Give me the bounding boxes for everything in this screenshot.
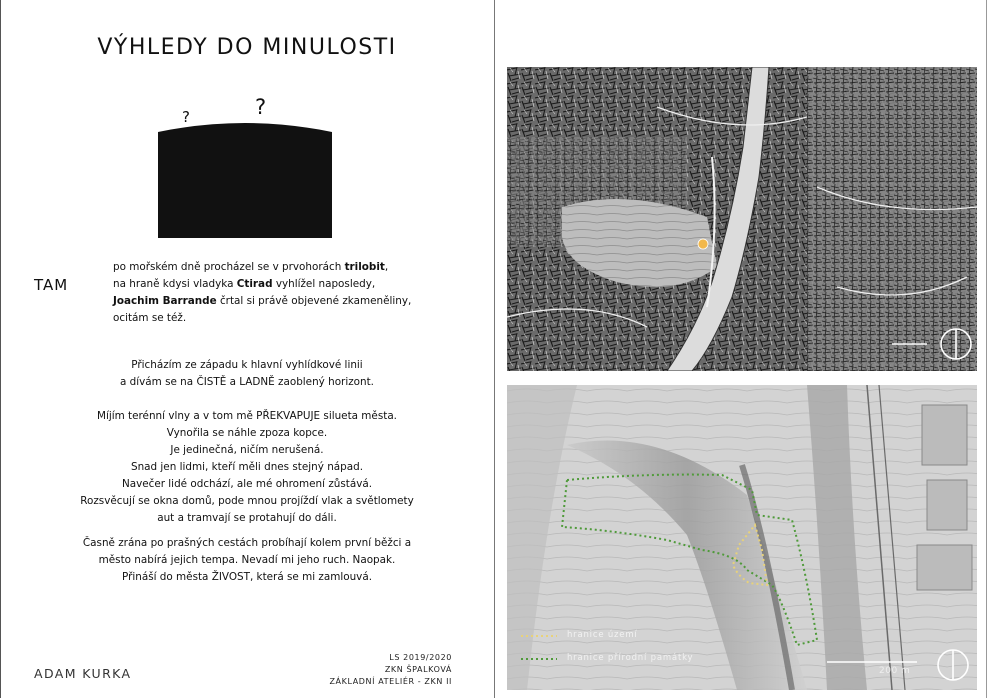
page-title: VÝHLEDY DO MINULOSTI (97, 34, 397, 60)
poem-line: Míjím terénní vlny a v tom mě PŘEKVAPUJE silueta města. (97, 410, 397, 422)
intro-text-segment: na hraně kdysi vladyka (113, 278, 237, 290)
question-mark-small: ? (182, 108, 190, 126)
poem-line: Rozsvěcují se okna domů, pode mnou projíždí vlak a světlomety (80, 495, 414, 507)
semester: LS 2019/2020 (389, 653, 452, 662)
poem-line: Je jedinečná, ničím nerušená. (170, 444, 324, 456)
intro-text-segment: črtal si právě objevené zkameněliny, (216, 295, 412, 307)
course-name: ZÁKLADNÍ ATELIÉR - ZKN II (329, 677, 452, 686)
horizon-silhouette (158, 123, 332, 238)
intro-line (113, 310, 443, 327)
poem-stanza-2 (40, 408, 454, 527)
poem-line: Přicházím ze západu k hlavní vyhlídkové linii (131, 359, 363, 371)
poem-stanza-1 (40, 357, 454, 391)
intro-text (113, 259, 443, 327)
poem-line: Navečer lidé odchází, ale mé ohromení zůstává. (121, 478, 373, 490)
intro-line (113, 293, 443, 310)
intro-line (113, 276, 443, 293)
intro-text-segment: ocitám se též. (113, 312, 187, 324)
course-info (329, 652, 452, 688)
intro-line (113, 259, 443, 276)
poem-line: město nabírá jejich tempa. Nevadí mi jeho ruch. Naopak. (98, 554, 396, 566)
intro-text-segment: po mořském dně procházel se v prvohorách (113, 261, 345, 273)
question-mark-large: ? (255, 95, 267, 119)
poem-line: aut a tramvají se protahují do dáli. (157, 512, 337, 524)
scale-label: 200 m (879, 666, 911, 676)
location-marker-icon (698, 239, 708, 249)
poem-line: Přináší do města ŽIVOST, která se mi zamlouvá. (122, 571, 372, 583)
legend-item-reserve: hranice přírodní památky (567, 653, 694, 663)
studio-name: ZKN ŠPALKOVÁ (384, 665, 452, 674)
center-divider (494, 0, 495, 698)
highlighted-name: Joachim Barrande (113, 295, 217, 307)
highlighted-name: trilobit (344, 261, 385, 273)
highlighted-name: Ctirad (236, 278, 273, 290)
section-label: TAM (34, 276, 69, 294)
poem-line: Časně zrána po prašných cestách probíhají kolem první běžci a (82, 537, 412, 549)
poem-line: Vynořila se náhle zpoza kopce. (166, 427, 328, 439)
terrain-map (507, 385, 977, 690)
poem-line: a dívám se na ČISTĚ a LADNĚ zaoblený horizont. (119, 376, 374, 388)
horizon-illustration (150, 88, 340, 238)
author-name: ADAM KURKA (34, 666, 132, 681)
intro-text-segment: vyhlížel naposledy, (272, 278, 376, 290)
legend-item-area: hranice území (567, 630, 638, 640)
intro-text-segment: , (384, 261, 389, 273)
poem-stanza-3 (40, 535, 454, 586)
city-map (507, 67, 977, 371)
poem-line: Snad jen lidmi, kteří měli dnes stejný nápad. (130, 461, 364, 473)
left-border (0, 0, 1, 698)
